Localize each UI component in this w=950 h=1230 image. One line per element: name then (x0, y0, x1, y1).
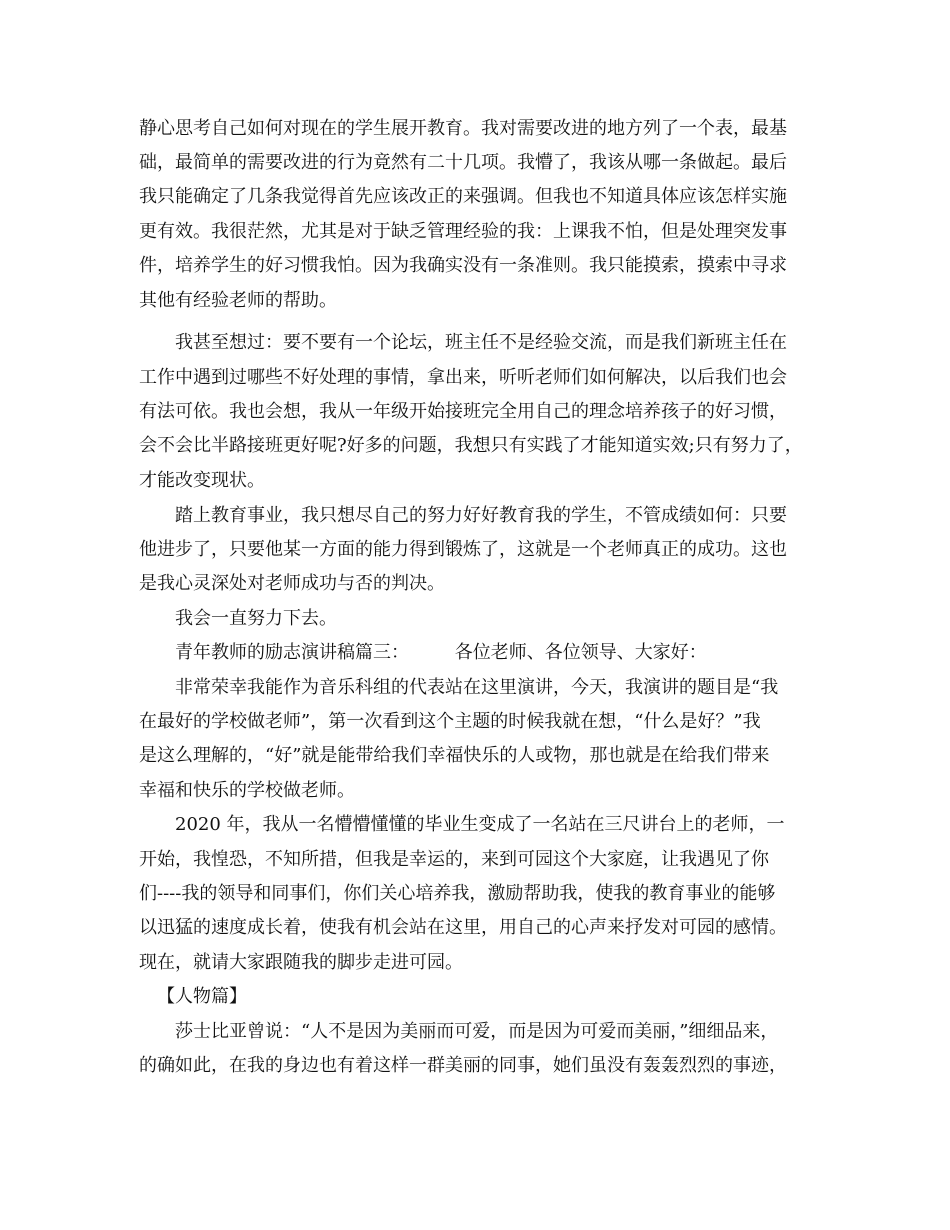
text-line: 现在，就请大家跟随我的脚步走进可园。 (139, 952, 463, 973)
text-line: 踏上教育事业，我只想尽自己的努力好好教育我的学生，不管成绩如何：只要 (175, 505, 787, 526)
text-line: 件，培养学生的好习惯我怕。因为我确实没有一条准则。我只能摸索，摸索中寻求 (139, 255, 787, 276)
text-line: 静心思考自己如何对现在的学生展开教育。我对需要改进的地方列了一个表，最基 (139, 118, 787, 139)
text-line: 他进步了，只要他某一方面的能力得到锻炼了，这就是一个老师真正的成功。这也 (139, 539, 787, 560)
text-line: 础，最简单的需要改进的行为竟然有二十几项。我懵了，我该从哪一条做起。最后 (139, 152, 787, 173)
text-line: 会不会比半路接班更好呢?好多的问题，我想只有实践了才能知道实效;只有努力了， (139, 435, 803, 456)
section-heading: 青年教师的励志演讲稿篇三： 各位老师、各位领导、大家好： (175, 642, 707, 663)
text-line: 我只能确定了几条我觉得首先应该改正的来强调。但我也不知道具体应该怎样实施 (139, 186, 787, 207)
text-line: 非常荣幸我能作为音乐科组的代表站在这里演讲，今天，我演讲的题目是“我 (175, 677, 779, 698)
text-line: 的确如此，在我的身边也有着这样一群美丽的同事，她们虽没有轰轰烈烈的事迹， (139, 1055, 787, 1076)
text-line: 在最好的学校做老师”，第一次看到这个主题的时候我就在想，“什么是好？”我 (139, 711, 761, 732)
text-line: 我甚至想过：要不要有一个论坛，班主任不是经验交流，而是我们新班主任在 (175, 332, 787, 353)
text-line: 2020 年，我从一名懵懵懂懂的毕业生变成了一名站在三尺讲台上的老师，一 (175, 814, 785, 835)
text-line: 开始，我惶恐，不知所措，但我是幸运的，来到可园这个大家庭，让我遇见了你 (139, 849, 769, 870)
section-label: 【人物篇】 (157, 986, 247, 1007)
text-line: 是我心灵深处对老师成功与否的判决。 (139, 573, 445, 594)
text-line: 更有效。我很茫然，尤其是对于缺乏管理经验的我：上课我不怕，但是处理突发事 (139, 221, 787, 242)
text-line: 我会一直努力下去。 (175, 608, 337, 629)
text-line: 其他有经验老师的帮助。 (139, 290, 337, 311)
text-line: 才能改变现状。 (139, 470, 265, 491)
text-line: 幸福和快乐的学校做老师。 (139, 780, 355, 801)
text-line: 有法可依。我也会想，我从一年级开始接班完全用自己的理念培养孩子的好习惯， (139, 401, 787, 422)
text-line: 以迅猛的速度成长着，使我有机会站在这里，用自己的心声来抒发对可园的感情。 (139, 917, 787, 938)
text-line: 是这么理解的，“好”就是能带给我们幸福快乐的人或物，那也就是在给我们带来 (139, 745, 770, 766)
text-line: 莎士比亚曾说：“人不是因为美丽而可爱，而是因为可爱而美丽，”细细品来， (175, 1021, 779, 1042)
text-line: 们----我的领导和同事们，你们关心培养我，激励帮助我，使我的教育事业的能够 (139, 883, 776, 904)
text-line: 工作中遇到过哪些不好处理的事情，拿出来，听听老师们如何解决，以后我们也会 (139, 367, 787, 388)
